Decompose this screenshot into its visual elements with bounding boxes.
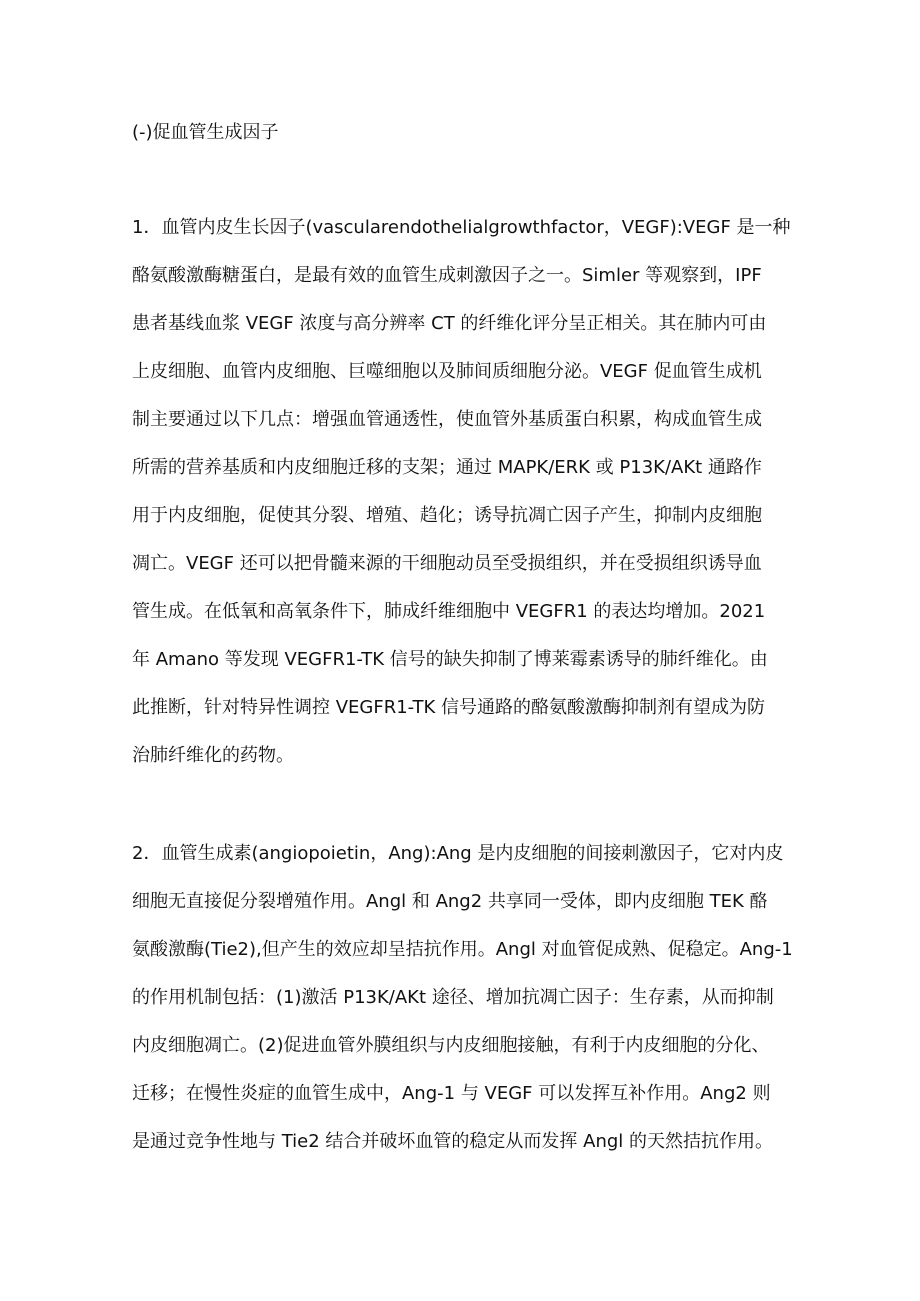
paragraph-line: 内皮细胞凋亡。(2)促进血管外膜组织与内皮细胞接触，有利于内皮细胞的分化、	[132, 1035, 770, 1056]
paragraph-line: 制主要通过以下几点：增强血管通透性，使血管外基质蛋白积累，构成血管生成	[132, 409, 762, 430]
paragraph-line: 患者基线血浆 VEGF 浓度与高分辨率 CT 的纤维化评分呈正相关。其在肺内可由	[132, 313, 767, 334]
paragraph-line: 年 Amano 等发现 VEGFR1-TK 信号的缺失抑制了博莱霉素诱导的肺纤维化。由	[132, 649, 768, 670]
paragraph-line: 用于内皮细胞，促使其分裂、增殖、趋化；诱导抗凋亡因子产生，抑制内皮细胞	[132, 505, 762, 526]
paragraph-line: 氨酸激酶(Tie2),但产生的效应却呈拮抗作用。Angl 对血管促成熟、促稳定。Ang-1	[132, 939, 793, 960]
paragraph-line: 管生成。在低氧和高氧条件下，肺成纤维细胞中 VEGFR1 的表达均增加。2021	[132, 601, 766, 622]
paragraph-line: 迁移；在慢性炎症的血管生成中，Ang-1 与 VEGF 可以发挥互补作用。Ang2 则	[132, 1083, 771, 1104]
paragraph-line: 上皮细胞、血管内皮细胞、巨噬细胞以及肺间质细胞分泌。VEGF 促血管生成机	[132, 361, 762, 382]
paragraph-line: 是通过竞争性地与 Tie2 结合并破坏血管的稳定从而发挥 Angl 的天然拮抗作用。	[132, 1131, 774, 1152]
paragraph-line: 细胞无直接促分裂增殖作用。Angl 和 Ang2 共享同一受体，即内皮细胞 TEK 酪	[132, 891, 768, 912]
paragraph-line: 治肺纤维化的药物。	[132, 745, 294, 766]
paragraph-line: 凋亡。VEGF 还可以把骨髓来源的干细胞动员至受损组织，并在受损组织诱导血	[132, 553, 762, 574]
paragraph-line: 1．血管内皮生长因子(vascularendothelialgrowthfactor，VEGF):VEGF 是一种	[132, 217, 791, 238]
paragraph-line: 酪氨酸激酶糖蛋白，是最有效的血管生成刺激因子之一。Simler 等观察到，IPF	[132, 265, 762, 286]
paragraph-line: 的作用机制包括：(1)激活 P13K/AKt 途径、增加抗凋亡因子：生存素，从而抑制	[132, 987, 774, 1008]
paragraph-line: 2．血管生成素(angiopoietin，Ang):Ang 是内皮细胞的间接刺激因子，它对内皮	[132, 843, 784, 864]
paragraph-line: 此推断，针对特异性调控 VEGFR1-TK 信号通路的酪氨酸激酶抑制剂有望成为防	[132, 697, 766, 718]
section-heading: (-)促血管生成因子	[132, 122, 279, 143]
paragraph-line: 所需的营养基质和内皮细胞迁移的支架；通过 MAPK/ERK 或 P13K/AKt 通路作	[132, 457, 762, 478]
